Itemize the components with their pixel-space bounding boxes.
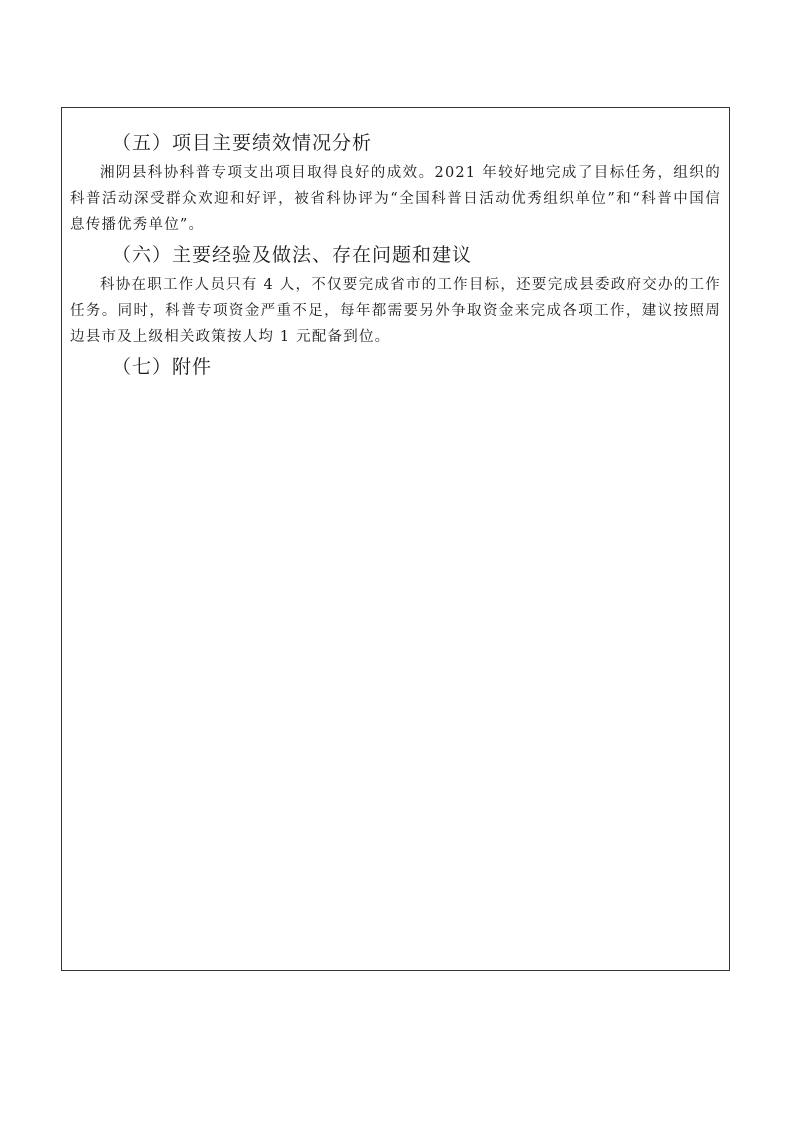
section-7-heading: （七）附件 — [112, 356, 213, 378]
section-6-heading: （六）主要经验及做法、存在问题和建议 — [112, 244, 473, 266]
section-5-heading: （五）项目主要绩效情况分析 — [112, 132, 373, 154]
document-frame — [61, 107, 730, 971]
section-5-paragraph: 湘阴县科协科普专项支出项目取得良好的成效。2021 年较好地完成了目标任务，组织的科普活动深受群众欢迎和好评，被省科协评为“全国科普日活动优秀组织单位”和“科普中国信息传播优秀单位”。 — [70, 165, 721, 233]
document-content — [62, 108, 729, 382]
section-6-paragraph: 科协在职工作人员只有 4 人，不仅要完成省市的工作目标，还要完成县委政府交办的工作任务。同时，科普专项资金严重不足，每年都需要另外争取资金来完成各项工作，建议按照周边县市及上级相关政策按人均 1 元配备到位。 — [70, 277, 721, 345]
